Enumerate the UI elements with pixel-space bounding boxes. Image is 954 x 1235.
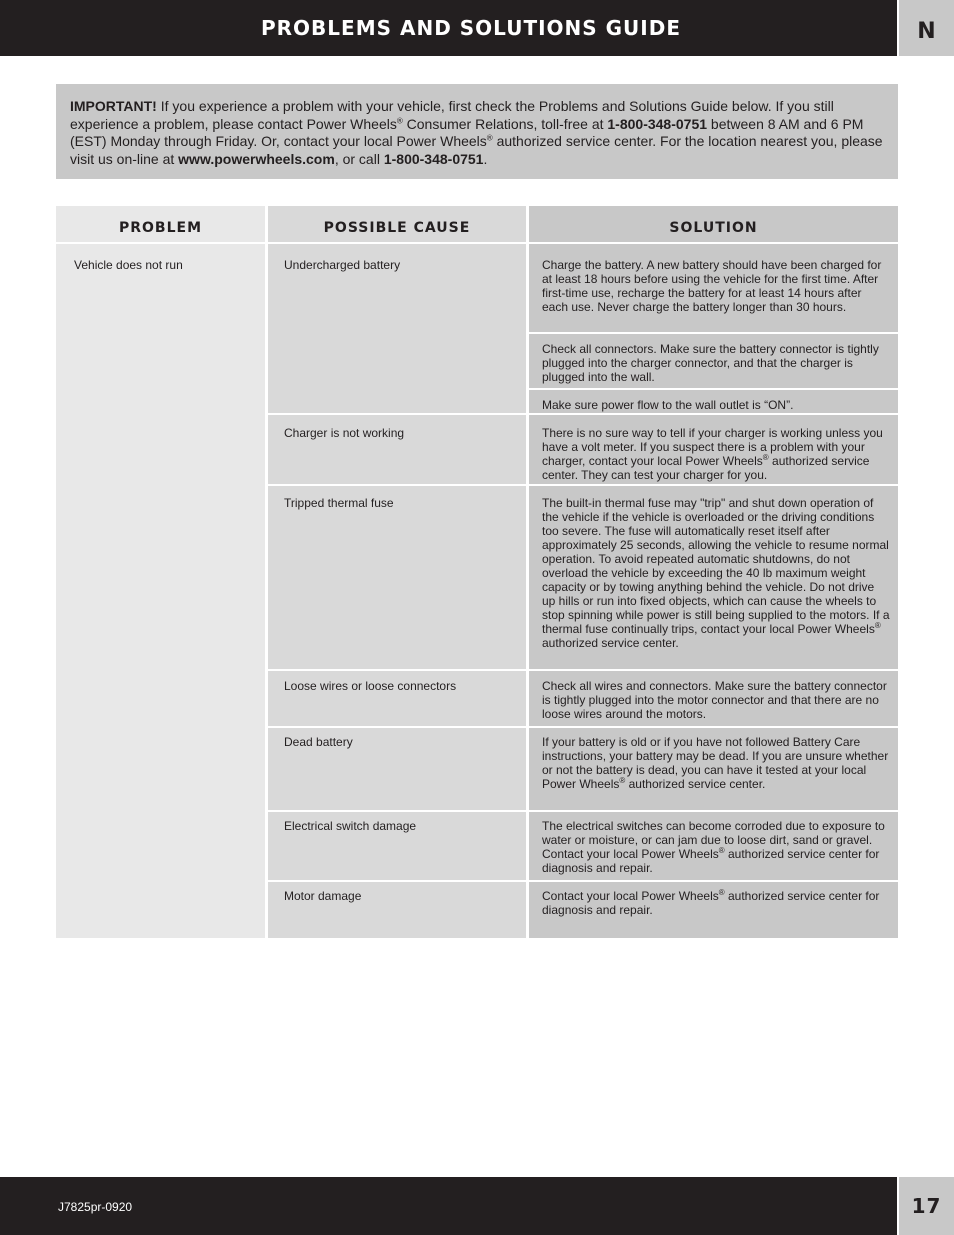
row-divider bbox=[268, 880, 898, 882]
document-code: J7825pr-0920 bbox=[58, 1200, 133, 1214]
row-divider bbox=[268, 726, 898, 728]
row-divider bbox=[268, 810, 898, 812]
cause-cell: Motor damage bbox=[268, 875, 526, 938]
solution-cell: If your battery is old or if you have not followed Battery Care instructions, your battery may be dead. If you are unsure whether or not the battery is dead, you can have it tested at your local Power Wheels® authorized service center. bbox=[529, 721, 898, 812]
row-divider bbox=[268, 484, 898, 486]
cause-cell: Charger is not working bbox=[268, 412, 526, 486]
cause-cell: Undercharged battery bbox=[268, 244, 526, 414]
column-header-cause: POSSIBLE CAUSE bbox=[268, 206, 526, 242]
cause-cell: Electrical switch damage bbox=[268, 805, 526, 882]
important-notice: IMPORTANT! If you experience a problem with your vehicle, first check the Problems and Solutions Guide below. If you still experience a problem, please contact Power Wheels® Consumer Relations, toll-free at 1-800-348-0751 between 8 AM and 6 PM (EST) Monday through Friday. Or, contact your local Power Wheels® authorized service center. For the location nearest you, please visit us on-line at www.powerwheels.com, or call 1-800-348-0751. bbox=[56, 84, 898, 179]
cause-cell: Tripped thermal fuse bbox=[268, 482, 526, 671]
footer-bar bbox=[0, 1177, 897, 1235]
solution-cell: Charge the battery. A new battery should have been charged for at least 18 hours before using the vehicle for the first time. After first-time use, recharge the battery for at least 14 hours after each use. Never charge the battery longer than 30 hours. bbox=[529, 244, 898, 334]
row-divider bbox=[268, 669, 898, 671]
solution-cell: The electrical switches can become corroded due to exposure to water or moisture, or can jam due to loose dirt, sand or gravel. Contact your local Power Wheels® authorized service center for diagnosis and repair. bbox=[529, 805, 898, 882]
column-header-problem: PROBLEM bbox=[56, 206, 265, 242]
page-number: 17 bbox=[899, 1177, 954, 1235]
row-divider bbox=[529, 388, 898, 390]
page-title: PROBLEMS AND SOLUTIONS GUIDE bbox=[261, 16, 681, 40]
phone-number: 1-800-348-0751 bbox=[607, 115, 708, 132]
solution-cell: There is no sure way to tell if your charger is working unless you have a volt meter. If you suspect there is a problem with your charger, contact your local Power Wheels® authorized service center. They can test your charger for you. bbox=[529, 412, 898, 486]
phone-number-2: 1-800-348-0751 bbox=[383, 150, 484, 167]
row-divider bbox=[268, 413, 898, 415]
website-link[interactable]: www.powerwheels.com bbox=[178, 150, 335, 167]
problem-cell: Vehicle does not run bbox=[56, 244, 265, 938]
column-header-solution: SOLUTION bbox=[529, 206, 898, 242]
solution-cell: The built-in thermal fuse may "trip" and shut down operation of the vehicle if the vehicle is overloaded or the driving conditions too severe. The fuse will automatically reset itself after approximately 25 seconds, allowing the vehicle to resume normal operation. To avoid repeated automatic shutdowns, do not overload the vehicle by exceeding the 40 lb maximum weight capacity or by towing anything behind the vehicle. Do not drive up hills or run into fixed objects, which can cause the wheels to stop spinning while power is still being supplied to the motors. If a thermal fuse continually trips, contact your local Power Wheels® authorized service center. bbox=[529, 482, 898, 671]
language-tab: N bbox=[899, 0, 954, 56]
important-label: IMPORTANT! bbox=[70, 98, 157, 114]
solution-cell: Check all wires and connectors. Make sure the battery connector is tightly plugged into the motor connector and that there are no loose wires around the motors. bbox=[529, 665, 898, 728]
solution-cell: Check all connectors. Make sure the battery connector is tightly plugged into the charger connector, and that the charger is plugged into the wall. bbox=[529, 328, 898, 390]
solution-cell: Contact your local Power Wheels® authorized service center for diagnosis and repair. bbox=[529, 875, 898, 938]
solution-cell: Make sure power flow to the wall outlet is “ON”. bbox=[529, 384, 898, 414]
cause-cell: Dead battery bbox=[268, 721, 526, 812]
row-divider bbox=[529, 332, 898, 334]
cause-cell: Loose wires or loose connectors bbox=[268, 665, 526, 728]
